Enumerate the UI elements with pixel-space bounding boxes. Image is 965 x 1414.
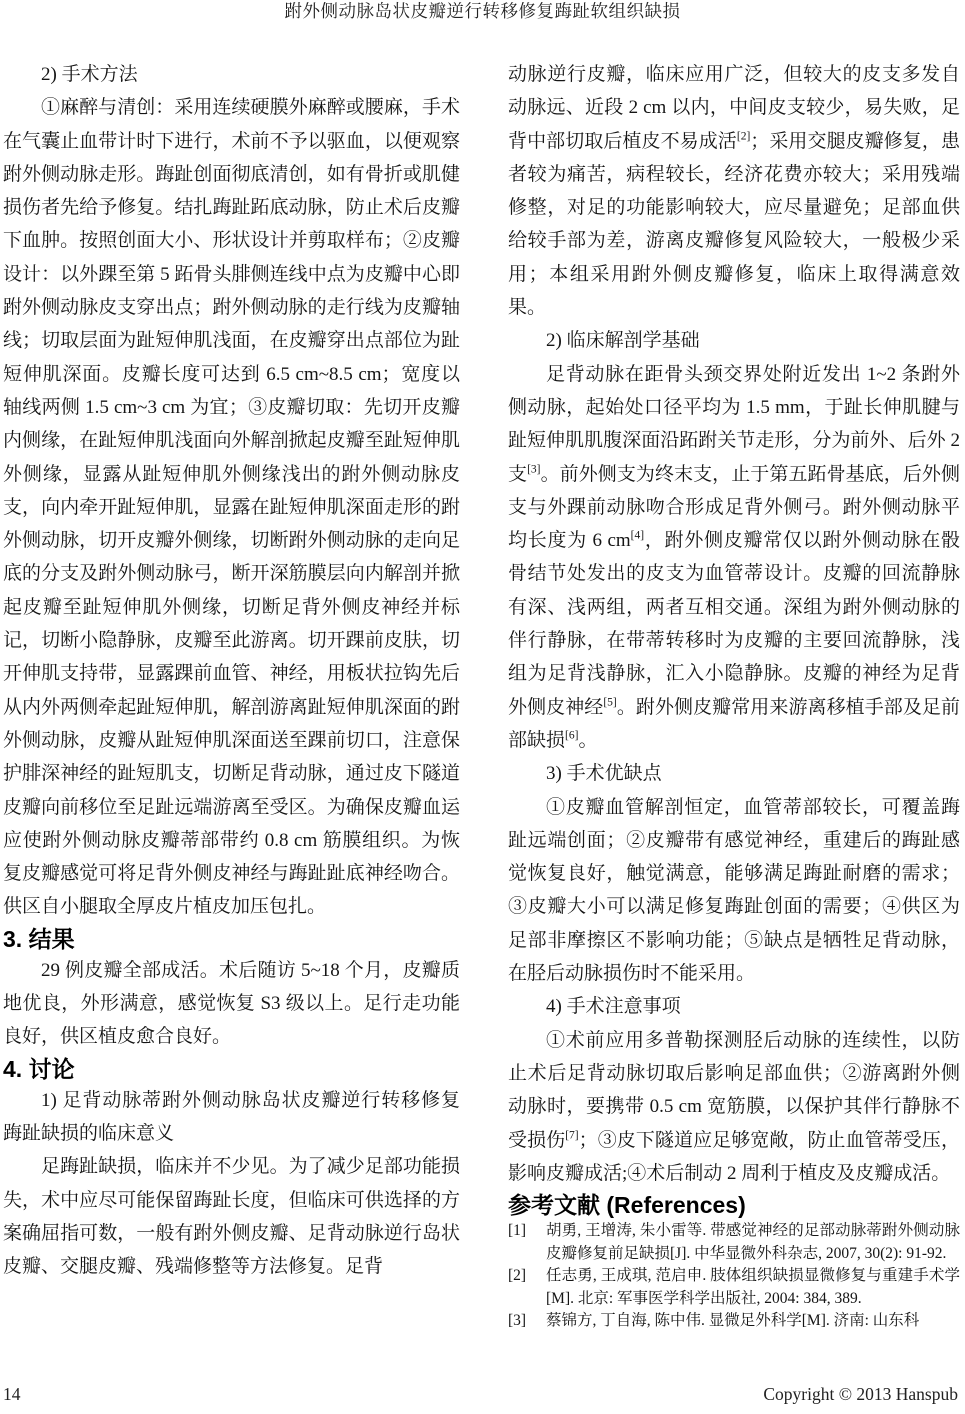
paragraph-clinical-anatomy: 足背动脉在距骨头颈交界处附近发出 1~2 条跗外侧动脉，起始处口径平均为 1.5 mm，于趾长伸肌腱与趾短伸肌肌腹深面沿跖跗关节走形，分为前外、后外 2 支[3]。前外侧支为终末支，止于第五跖骨基底，后外侧支与外踝前动脉吻合形成足背外侧弓。跗外侧动脉平均长度为 6 cm[4]，跗外侧皮瓣常仅以跗外侧动脉在骰骨结节处发出的皮支为血管蒂设计。皮瓣的回流静脉有深、浅两组，两者互相交通。深组为跗外侧动脉的伴行静脉，在带蒂转移时为皮瓣的主要回流静脉，浅组为足背浅静脉，汇入小隐静脉。皮瓣的神经为足背外侧皮神经[5]。跗外侧皮瓣常用来游离移植手部及足前部缺损[6]。	[508, 363, 960, 751]
references-heading: 参考文献 (References)	[508, 1192, 746, 1219]
reference-label: [2]	[508, 1267, 527, 1285]
paragraph-advantages-disadvantages: ①皮瓣血管解剖恒定，血管蒂部较长，可覆盖踇趾远端创面；②皮瓣带有感觉神经，重建后的踇趾感觉恢复良好，触觉满意，能够满足踇趾耐磨的需求；③皮瓣大小可以满足修复踇趾创面的需要；④供区为足部非摩擦区不影响功能；⑤缺点是牺牲足背动脉，在胫后动脉损伤时不能采用。	[508, 796, 960, 985]
reference-entry-3	[508, 1310, 960, 1333]
left-column	[3, 58, 460, 1333]
subsection-clinical-anatomy: 2) 临床解剖学基础	[546, 330, 700, 352]
paragraph-flap-comparison-continuation: 动脉逆行皮瓣，临床应用广泛，但较大的皮支多发自动脉远、近段 2 cm 以内，中间皮支较少，易失败，足背中部切取后植皮不易成活[2]；采用交腿皮瓣修复，患者较为痛苦，病程较长，经济花费亦较大；采用残端修整，对足的功能影响较大，应尽量避免；足部血供给较手部为差，游离皮瓣修复风险较大，一般极少采用；本组采用跗外侧皮瓣修复，临床上取得满意效果。	[508, 64, 960, 319]
reference-entry-2	[508, 1265, 960, 1310]
two-column-body	[3, 58, 960, 1333]
reference-text: 蔡锦方, 丁自海, 陈中伟. 显微足外科学[M]. 济南: 山东科	[546, 1312, 920, 1330]
page-footer	[3, 1384, 958, 1405]
reference-entry-1	[508, 1220, 960, 1265]
running-head-title: 跗外侧动脉岛状皮瓣逆行转移修复踇趾软组织缺损	[284, 1, 681, 21]
section-heading-discussion: 4. 讨论	[3, 1055, 75, 1082]
paragraph-surgical-procedure: ①麻醉与清创：采用连续硬膜外麻醉或腰麻，手术在气囊止血带计时下进行，术前不予以驱血，以便观察跗外侧动脉走形。踇趾创面彻底清创，如有骨折或肌健损伤者先给予修复。结扎踇趾跖底动脉，防止术后皮瓣下血肿。按照创面大小、形状设计并剪取样布；②皮瓣设计：以外踝至第 5 跖骨头腓侧连线中点为皮瓣中心即跗外侧动脉皮支穿出点；跗外侧动脉的走行线为皮瓣轴线；切取层面为趾短伸肌浅面，在皮瓣穿出点部位为趾短伸肌深面。皮瓣长度可达到 6.5 cm~8.5 cm；宽度以轴线两侧 1.5 cm~3 cm 为宜；③皮瓣切取：先切开皮瓣内侧缘，在趾短伸肌浅面向外解剖掀起皮瓣至趾短伸肌外侧缘，显露从趾短伸肌外侧缘浅出的跗外侧动脉皮支，向内牵开趾短伸肌，显露在趾短伸肌深面走形的跗外侧动脉，切开皮瓣外侧缘，切断跗外侧动脉的走向足底的分支及跗外侧动脉弓，断开深筋膜层向内解剖并掀起皮瓣至趾短伸肌外侧缘，切断足背外侧皮神经并标记，切断小隐静脉，皮瓣至此游离。切开踝前皮肤，切开伸肌支持带，显露踝前血管、神经，用板状拉钩先后从内外两侧牵起趾短伸肌，解剖游离趾短伸肌深面的跗外侧动脉，皮瓣从趾短伸肌深面送至踝前切口，注意保护腓深神经的趾短肌支，切断足背动脉，通过皮下隧道皮瓣向前移位至足趾远端游离至受区。为确保皮瓣血运应使跗外侧动脉皮瓣蒂部带约 0.8 cm 筋膜组织。为恢复皮瓣感觉可将足背外侧皮神经与踇趾趾底神经吻合。供区自小腿取全厚皮片植皮加压包扎。	[3, 97, 460, 918]
paragraph-discussion-intro: 足踇趾缺损，临床并不少见。为了减少足部功能损失，术中应尽可能保留踇趾长度，但临床可供选择的方案确屈指可数，一般有跗外侧皮瓣、足背动脉逆行岛状皮瓣、交腿皮瓣、残端修整等方法修复。足背	[3, 1156, 460, 1278]
paragraph-results: 29 例皮瓣全部成活。术后随访 5~18 个月，皮瓣质地优良，外形满意，感觉恢复 S3 级以上。足行走功能良好，供区植皮愈合良好。	[3, 959, 460, 1048]
section-heading-results: 3. 结果	[3, 925, 75, 952]
reference-label: [1]	[508, 1222, 527, 1240]
subsection-clinical-significance: 1) 足背动脉蒂跗外侧动脉岛状皮瓣逆行转移修复踇趾缺损的临床意义	[3, 1089, 460, 1144]
copyright-notice: Copyright © 2013 Hanspub	[763, 1384, 958, 1404]
reference-text: 胡勇, 王增涛, 朱小雷等. 带感觉神经的足部动脉蒂跗外侧动脉皮瓣修复前足缺损[J]. 中华显微外科杂志, 2007, 30(2): 91-92.	[546, 1222, 960, 1262]
paragraph-surgical-precautions: ①术前应用多普勒探测胫后动脉的连续性，以防止术后足背动脉切取后影响足部血供；②游离跗外侧动脉时，要携带 0.5 cm 宽筋膜，以保护其伴行静脉不受损伤[7]；③皮下隧道应足够宽敞，防止血管蒂受压，影响皮瓣成活;④术后制动 2 周利于植皮及皮瓣成活。	[508, 1029, 960, 1184]
subsection-surgical-precautions: 4) 手术注意事项	[546, 996, 681, 1018]
reference-label: [3]	[508, 1312, 527, 1330]
page-number: 14	[3, 1384, 21, 1404]
subsection-advantages-disadvantages: 3) 手术优缺点	[546, 763, 662, 785]
reference-text: 任志勇, 王成琪, 范启申. 肢体组织缺损显微修复与重建手术学[M]. 北京: 军事医学科学出版社, 2004: 384, 389.	[546, 1267, 960, 1307]
subsection-surgical-method: 2) 手术方法	[41, 64, 138, 85]
right-column	[508, 58, 960, 1333]
